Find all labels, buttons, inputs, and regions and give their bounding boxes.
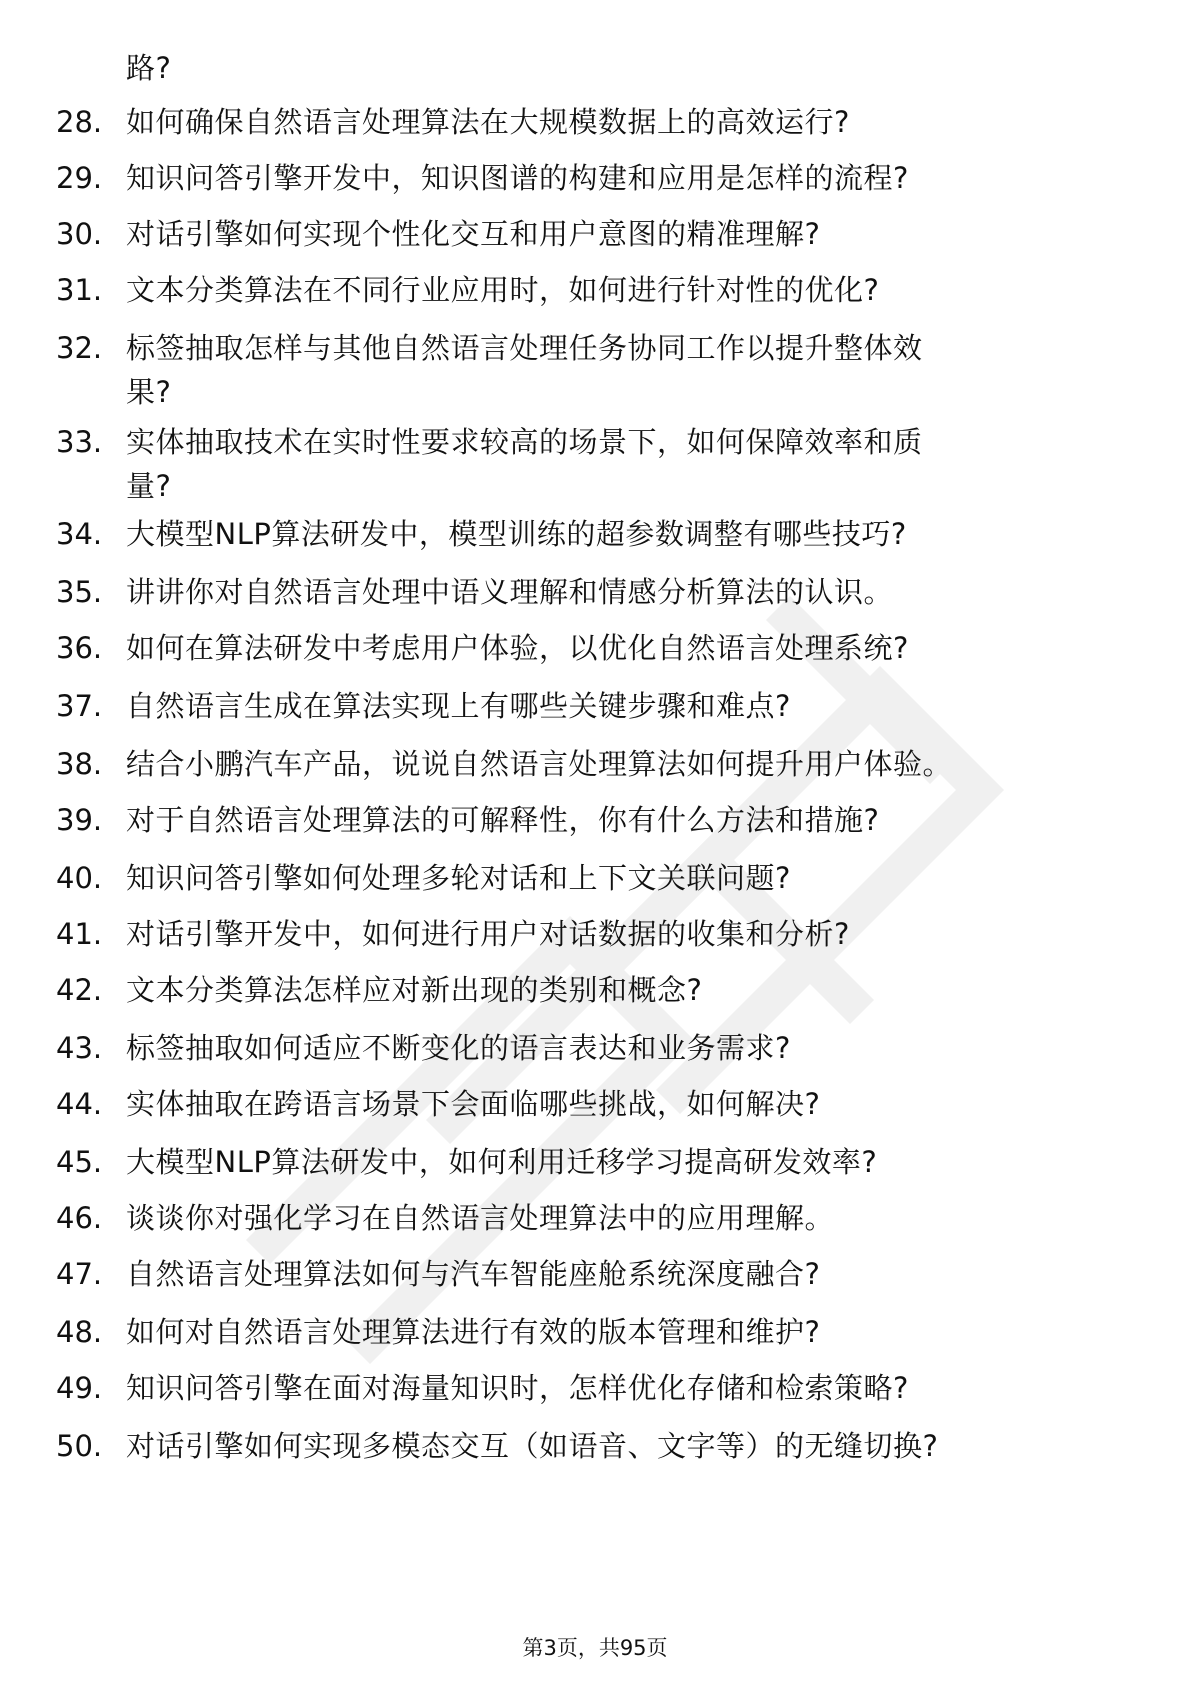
question-number: 29. bbox=[56, 161, 103, 195]
question-text bbox=[126, 856, 1126, 900]
question-number: 49. bbox=[56, 1371, 103, 1405]
question-text-line: 知识问答引擎在面对海量知识时，怎样优化存储和检索策略? bbox=[126, 1371, 909, 1405]
question-number: 38. bbox=[56, 747, 103, 781]
question-text bbox=[126, 742, 1126, 786]
question-number: 42. bbox=[56, 973, 103, 1007]
question-text-line: 如何确保自然语言处理算法在大规模数据上的高效运行? bbox=[126, 105, 850, 139]
question-text-line: 标签抽取怎样与其他自然语言处理任务协同工作以提升整体效 bbox=[126, 331, 923, 365]
question-text bbox=[126, 1424, 1126, 1468]
question-text bbox=[126, 268, 1126, 312]
question-text bbox=[126, 1140, 1126, 1184]
question-number: 39. bbox=[56, 803, 103, 837]
question-text-line: 自然语言生成在算法实现上有哪些关键步骤和难点? bbox=[126, 689, 791, 723]
question-text-line: 大模型NLP算法研发中，如何利用迁移学习提高研发效率? bbox=[126, 1145, 878, 1179]
question-text bbox=[126, 1310, 1126, 1354]
question-text-line: 量? bbox=[126, 469, 172, 503]
question-number: 31. bbox=[56, 273, 103, 307]
question-number: 37. bbox=[56, 689, 103, 723]
question-text-line: 如何在算法研发中考虑用户体验，以优化自然语言处理系统? bbox=[126, 631, 909, 665]
question-text-line: 文本分类算法怎样应对新出现的类别和概念? bbox=[126, 973, 703, 1007]
question-text bbox=[126, 1252, 1126, 1296]
question-text bbox=[126, 1082, 1126, 1126]
question-text-line: 文本分类算法在不同行业应用时，如何进行针对性的优化? bbox=[126, 273, 880, 307]
question-text-line: 对话引擎如何实现个性化交互和用户意图的精准理解? bbox=[126, 217, 821, 251]
question-text bbox=[126, 100, 1126, 144]
question-number: 35. bbox=[56, 575, 103, 609]
question-text-line: 知识问答引擎如何处理多轮对话和上下文关联问题? bbox=[126, 861, 791, 895]
question-text-line: 实体抽取在跨语言场景下会面临哪些挑战，如何解决? bbox=[126, 1087, 821, 1121]
question-text bbox=[126, 1026, 1126, 1070]
question-number: 36. bbox=[56, 631, 103, 665]
page-footer: 第3页，共95页 bbox=[522, 1636, 668, 1660]
question-text-line: 大模型NLP算法研发中，模型训练的超参数调整有哪些技巧? bbox=[126, 517, 907, 551]
question-number: 45. bbox=[56, 1145, 103, 1179]
question-text bbox=[126, 968, 1126, 1012]
question-text-line: 对话引擎开发中，如何进行用户对话数据的收集和分析? bbox=[126, 917, 850, 951]
question-number: 32. bbox=[56, 331, 103, 365]
question-number: 43. bbox=[56, 1031, 103, 1065]
question-text-line: 知识问答引擎开发中，知识图谱的构建和应用是怎样的流程? bbox=[126, 161, 909, 195]
question-text bbox=[126, 420, 1126, 508]
question-number: 44. bbox=[56, 1087, 103, 1121]
question-number: 30. bbox=[56, 217, 103, 251]
question-text-line: 标签抽取如何适应不断变化的语言表达和业务需求? bbox=[126, 1031, 791, 1065]
question-text-line: 实体抽取技术在实时性要求较高的场景下，如何保障效率和质 bbox=[126, 425, 923, 459]
question-text bbox=[126, 1196, 1126, 1240]
question-number: 41. bbox=[56, 917, 103, 951]
question-text-line: 讲讲你对自然语言处理中语义理解和情感分析算法的认识。 bbox=[126, 575, 894, 609]
question-number: 48. bbox=[56, 1315, 103, 1349]
question-text bbox=[126, 326, 1126, 414]
question-number: 46. bbox=[56, 1201, 103, 1235]
question-text bbox=[126, 156, 1126, 200]
question-text bbox=[126, 626, 1126, 670]
question-number: 28. bbox=[56, 105, 103, 139]
question-text-line: 如何对自然语言处理算法进行有效的版本管理和维护? bbox=[126, 1315, 821, 1349]
question-text-line: 谈谈你对强化学习在自然语言处理算法中的应用理解。 bbox=[126, 1201, 835, 1235]
question-number: 47. bbox=[56, 1257, 103, 1291]
question-text bbox=[126, 798, 1126, 842]
question-text-line: 自然语言处理算法如何与汽车智能座舱系统深度融合? bbox=[126, 1257, 821, 1291]
question-text bbox=[126, 1366, 1126, 1410]
continuation-line: 路? bbox=[126, 51, 172, 85]
question-text bbox=[126, 684, 1126, 728]
question-text bbox=[126, 212, 1126, 256]
question-text bbox=[126, 570, 1126, 614]
question-number: 33. bbox=[56, 425, 103, 459]
question-text bbox=[126, 512, 1126, 556]
question-number: 50. bbox=[56, 1429, 103, 1463]
question-text bbox=[126, 912, 1126, 956]
question-text-line: 对话引擎如何实现多模态交互（如语音、文字等）的无缝切换? bbox=[126, 1429, 939, 1463]
question-text-line: 结合小鹏汽车产品，说说自然语言处理算法如何提升用户体验。 bbox=[126, 747, 953, 781]
question-text-line: 果? bbox=[126, 375, 172, 409]
question-text-line: 对于自然语言处理算法的可解释性，你有什么方法和措施? bbox=[126, 803, 880, 837]
question-number: 40. bbox=[56, 861, 103, 895]
question-number: 34. bbox=[56, 517, 103, 551]
